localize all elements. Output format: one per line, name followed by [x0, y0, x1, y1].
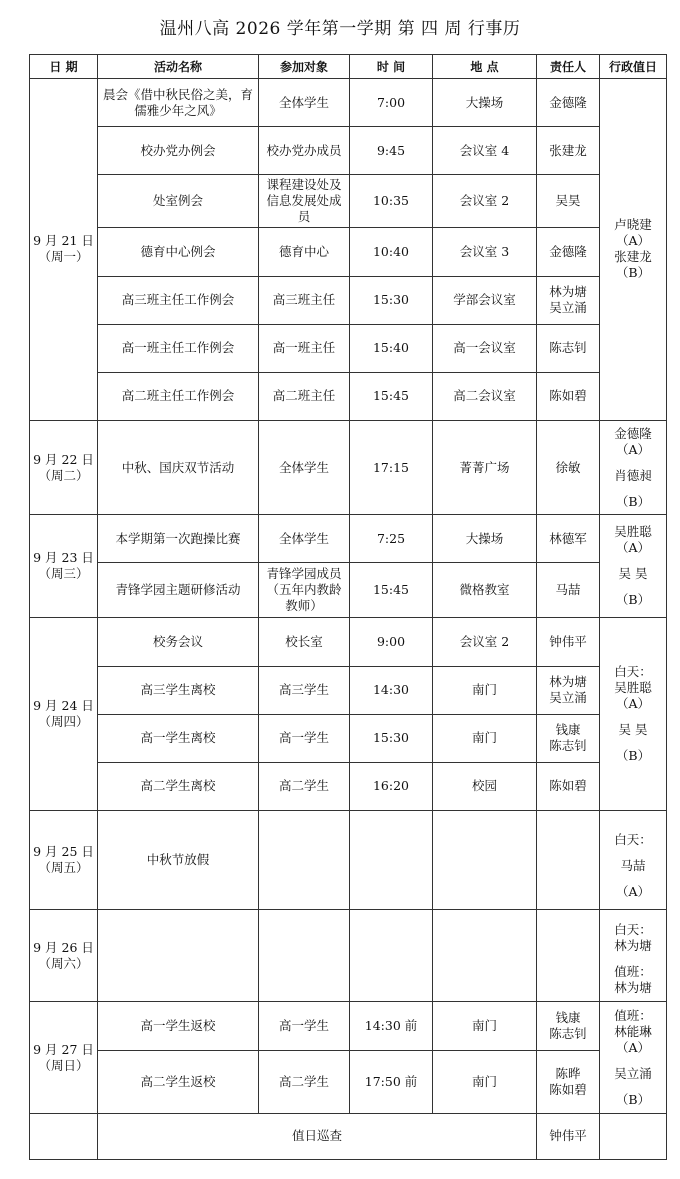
participants: 全体学生 — [259, 515, 350, 563]
place: 校园 — [433, 762, 537, 810]
activity-name: 晨会《借中秋民俗之美，育儒雅少年之风》 — [98, 79, 259, 127]
owner: 陈如碧 — [537, 372, 600, 420]
place — [433, 810, 537, 909]
participants: 校长室 — [259, 618, 350, 666]
time: 15:45 — [350, 372, 433, 420]
place: 大操场 — [433, 515, 537, 563]
table-row — [30, 910, 667, 1002]
participants — [259, 810, 350, 909]
activity-name: 高二学生离校 — [98, 762, 259, 810]
activity-name: 中秋、国庆双节活动 — [98, 420, 259, 514]
table-row — [30, 515, 667, 563]
time: 10:35 — [350, 175, 433, 228]
owner: 林为塘 吴立涌 — [537, 276, 600, 324]
header-time: 时 间 — [350, 55, 433, 79]
date-cell: 9 月 22 日 （周二） — [30, 420, 98, 514]
activity-name: 高二学生返校 — [98, 1050, 259, 1113]
date-cell: 9 月 21 日 （周一） — [30, 79, 98, 421]
place: 大操场 — [433, 79, 537, 127]
date-cell: 9 月 23 日 （周三） — [30, 515, 98, 618]
owner: 金德隆 — [537, 228, 600, 276]
table-row — [30, 762, 667, 810]
place — [433, 910, 537, 1002]
footer-duty — [600, 1113, 667, 1159]
owner: 钟伟平 — [537, 618, 600, 666]
footer-row — [30, 1113, 667, 1159]
table-row — [30, 563, 667, 618]
time: 16:20 — [350, 762, 433, 810]
duty-cell: 白天： 吴胜聪 （A） 吴 昊 （B） — [600, 618, 667, 811]
time — [350, 810, 433, 909]
time: 7:00 — [350, 79, 433, 127]
duty-cell: 卢晓建 （A） 张建龙 （B） — [600, 79, 667, 421]
owner: 林德军 — [537, 515, 600, 563]
header-participants: 参加对象 — [259, 55, 350, 79]
table-row — [30, 127, 667, 175]
owner: 钱康 陈志钊 — [537, 714, 600, 762]
header-place: 地 点 — [433, 55, 537, 79]
time: 14:30 前 — [350, 1002, 433, 1050]
activity-name: 校务会议 — [98, 618, 259, 666]
participants: 青锋学园成员（五年内教龄教师） — [259, 563, 350, 618]
owner: 陈如碧 — [537, 762, 600, 810]
page-title: 温州八高 2026 学年第一学期 第 四 周 行事历 — [159, 19, 521, 39]
time: 15:40 — [350, 324, 433, 372]
participants: 德育中心 — [259, 228, 350, 276]
owner: 马喆 — [537, 563, 600, 618]
activity-name: 德育中心例会 — [98, 228, 259, 276]
activity-name: 处室例会 — [98, 175, 259, 228]
date-cell: 9 月 25 日 （周五） — [30, 810, 98, 909]
duty-cell: 值班： 林能琳 （A） 吴立涌 （B） — [600, 1002, 667, 1113]
owner: 陈晔 陈如碧 — [537, 1050, 600, 1113]
duty-cell: 吴胜聪 （A） 吴 昊 （B） — [600, 515, 667, 618]
table-row — [30, 1002, 667, 1050]
header-duty: 行政值日 — [600, 55, 667, 79]
participants: 校办党办成员 — [259, 127, 350, 175]
place: 学部会议室 — [433, 276, 537, 324]
duty-cell: 金德隆 （A） 肖德昶 （B） — [600, 420, 667, 514]
duty-cell: 白天： 马喆 （A） — [600, 810, 667, 909]
participants: 全体学生 — [259, 79, 350, 127]
participants: 高三班主任 — [259, 276, 350, 324]
time: 9:00 — [350, 618, 433, 666]
participants: 高二班主任 — [259, 372, 350, 420]
activity-name: 高一学生离校 — [98, 714, 259, 762]
activity-name: 高二班主任工作例会 — [98, 372, 259, 420]
header-row — [30, 55, 667, 79]
table-row — [30, 810, 667, 909]
activity-name: 高三学生离校 — [98, 666, 259, 714]
schedule-table — [29, 54, 667, 1160]
time: 10:40 — [350, 228, 433, 276]
activity-name: 高一学生返校 — [98, 1002, 259, 1050]
participants: 高一学生 — [259, 1002, 350, 1050]
owner: 林为塘 吴立涌 — [537, 666, 600, 714]
participants — [259, 910, 350, 1002]
place: 会议室 2 — [433, 618, 537, 666]
time: 7:25 — [350, 515, 433, 563]
table-row — [30, 1050, 667, 1113]
place: 高二会议室 — [433, 372, 537, 420]
participants: 高三学生 — [259, 666, 350, 714]
table-row — [30, 714, 667, 762]
owner: 张建龙 — [537, 127, 600, 175]
table-row — [30, 228, 667, 276]
header-activity: 活动名称 — [98, 55, 259, 79]
owner: 金德隆 — [537, 79, 600, 127]
table-row — [30, 175, 667, 228]
place: 南门 — [433, 1002, 537, 1050]
place: 南门 — [433, 714, 537, 762]
owner: 吴昊 — [537, 175, 600, 228]
time: 9:45 — [350, 127, 433, 175]
activity-name: 高一班主任工作例会 — [98, 324, 259, 372]
table-row — [30, 420, 667, 514]
header-owner: 责任人 — [537, 55, 600, 79]
activity-name — [98, 910, 259, 1002]
place: 会议室 2 — [433, 175, 537, 228]
time: 14:30 — [350, 666, 433, 714]
date-cell: 9 月 27 日 （周日） — [30, 1002, 98, 1113]
participants: 全体学生 — [259, 420, 350, 514]
activity-name: 本学期第一次跑操比赛 — [98, 515, 259, 563]
time: 17:15 — [350, 420, 433, 514]
table-row — [30, 276, 667, 324]
date-cell: 9 月 24 日 （周四） — [30, 618, 98, 811]
table-row — [30, 372, 667, 420]
patrol-owner: 钟伟平 — [537, 1113, 600, 1159]
patrol-label: 值日巡查 — [98, 1113, 537, 1159]
owner: 陈志钊 — [537, 324, 600, 372]
place: 会议室 4 — [433, 127, 537, 175]
participants: 高二学生 — [259, 762, 350, 810]
footer-date — [30, 1113, 98, 1159]
duty-cell: 白天： 林为塘 值班： 林为塘 — [600, 910, 667, 1002]
place: 南门 — [433, 1050, 537, 1113]
time: 17:50 前 — [350, 1050, 433, 1113]
place: 南门 — [433, 666, 537, 714]
activity-name: 校办党办例会 — [98, 127, 259, 175]
activity-name: 青锋学园主题研修活动 — [98, 563, 259, 618]
owner: 钱康 陈志钊 — [537, 1002, 600, 1050]
header-date: 日 期 — [30, 55, 98, 79]
participants: 高二学生 — [259, 1050, 350, 1113]
date-cell: 9 月 26 日 （周六） — [30, 910, 98, 1002]
table-row — [30, 79, 667, 127]
owner — [537, 810, 600, 909]
place: 微格教室 — [433, 563, 537, 618]
participants: 高一学生 — [259, 714, 350, 762]
place: 会议室 3 — [433, 228, 537, 276]
owner — [537, 910, 600, 1002]
table-row — [30, 324, 667, 372]
activity-name: 高三班主任工作例会 — [98, 276, 259, 324]
participants: 高一班主任 — [259, 324, 350, 372]
time: 15:45 — [350, 563, 433, 618]
table-row — [30, 666, 667, 714]
place: 高一会议室 — [433, 324, 537, 372]
participants: 课程建设处及信息发展处成员 — [259, 175, 350, 228]
time: 15:30 — [350, 714, 433, 762]
activity-name: 中秋节放假 — [98, 810, 259, 909]
owner: 徐敏 — [537, 420, 600, 514]
time — [350, 910, 433, 1002]
table-row — [30, 618, 667, 666]
place: 菁菁广场 — [433, 420, 537, 514]
time: 15:30 — [350, 276, 433, 324]
